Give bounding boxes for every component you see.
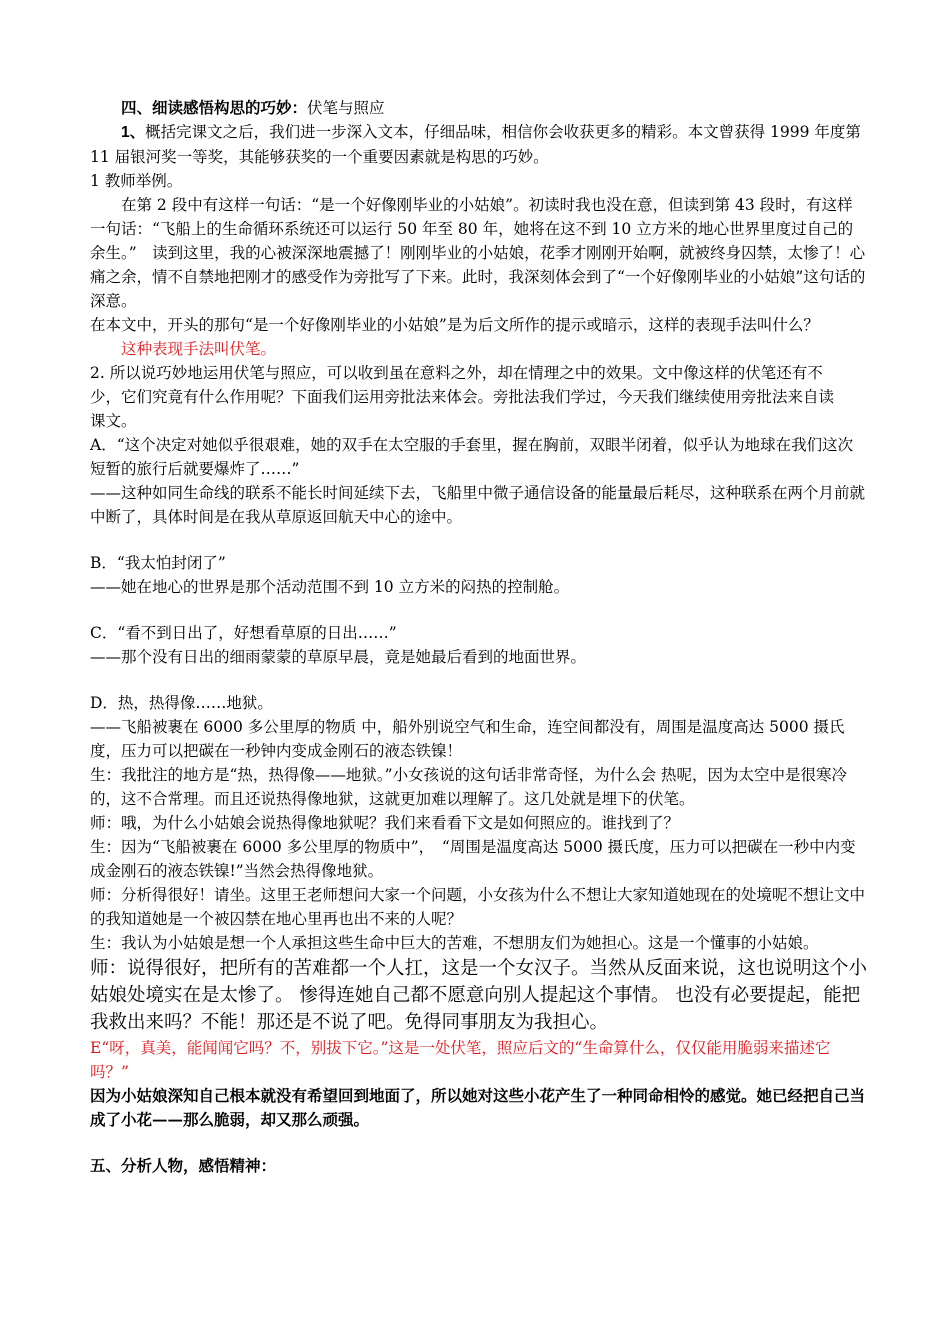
example-a-quote: A．“这个决定对她似乎很艰难，她的双手在太空服的手套里，握在胸前，双眼半闭着，似乎认为地球在我们这次短暂的旅行后就要爆炸了……”	[90, 436, 854, 478]
example-b-answer: ——她在地心的世界是那个活动范围不到 10 立方米的闷热的控制舱。	[90, 578, 570, 596]
section-4-heading	[90, 96, 868, 120]
section-5-heading: 五、分析人物，感悟精神：	[90, 1156, 277, 1175]
teacher-remark-2: 师：分析得很好！请坐。这里王老师想问大家一个问题，小女孩为什么不想让大家知道她现在的处境呢不想让文中的我知道她是一个被囚禁在地心里再也出不来的人呢？	[90, 886, 866, 928]
student-remark-2: 生：因为“飞船被裹在 6000 多公里厚的物质中”， “周围是温度高达 5000 摄氏度，压力可以把碳在一秒中内变成金刚石的液态铁镍!”当然会热得像地狱。	[90, 838, 856, 880]
foreshadow-answer: 这种表现手法叫伏笔。	[121, 340, 277, 358]
spacer	[90, 599, 868, 621]
teacher-example-story: 在第 2 段中有这样一句话：“是一个好像刚毕业的小姑娘”。初读时我也没在意，但读到第 43 段时，有这样一句话：“飞船上的生命循环系统还可以运行 50 年至 80 年，她将在这不到 10 立方米的地心世界里度过自己的余生。” 读到这里，我的心被深深地震撼了！刚刚毕业的小姑娘，花季才刚刚开始啊，就被终身囚禁，太惨了！心痛之余，情不自禁地把刚才的感受作为旁批写了下来。此时，我深刻体会到了“一个好像刚毕业的小姑娘”这句话的深意。	[90, 196, 866, 310]
paragraph-2: 2. 所以说巧妙地运用伏笔与照应，可以收到虽在意料之外，却在情理之中的效果。文中像这样的伏笔还有不少，它们究竟有什么作用呢？下面我们运用旁批法来体会。旁批法我们学过，今天我们继续使用旁批法来自读课文。	[90, 364, 835, 430]
document-page	[90, 96, 868, 1178]
example-e-explanation: 因为小姑娘深知自己根本就没有希望回到地面了，所以她对这些小花产生了一种同命相怜的感觉。她已经把自己当成了小花——那么脆弱，却又那么顽强。	[90, 1086, 866, 1129]
paragraph-1	[90, 120, 868, 169]
example-e-text: E“呀，真美，能闻闻它吗？不，别拔下它。”这是一处伏笔，照应后文的“生命算什么，仅仅能用脆弱来描述它吗？”	[90, 1039, 831, 1081]
foreshadow-question: 在本文中，开头的那句“是一个好像刚毕业的小姑娘”是为后文所作的提示或暗示，这样的表现手法叫什么？	[90, 316, 819, 334]
paragraph-1-number: 1、	[121, 124, 146, 141]
spacer	[90, 529, 868, 551]
student-remark-3: 生：我认为小姑娘是想一个人承担这些生命中巨大的苦难，不想朋友们为她担心。这是一个懂事的小姑娘。	[90, 934, 819, 952]
example-d-answer: ——飞船被裹在 6000 多公里厚的物质 中，船外别说空气和生命，连空间都没有，周围是温度高达 5000 摄氏度，压力可以把碳在一秒钟内变成金刚石的液态铁镍！	[90, 718, 845, 760]
teacher-example-label: 1 教师举例。	[90, 172, 183, 190]
example-c-quote: C．“看不到日出了，好想看草原的日出……”	[90, 624, 397, 642]
teacher-remark-3: 师：说得很好，把所有的苦难都一个人扛，这是一个女汉子。当然从反面来说，这也说明这个小姑娘处境实在是太惨了。 惨得连她自己都不愿意向别人提起这个事情。 也没有必要提起，能把我救出来吗？不能！那还是不说了吧。免得同事朋友为我担心。	[90, 958, 868, 1033]
example-c-answer: ——那个没有日出的细雨蒙蒙的草原早晨，竟是她最后看到的地面世界。	[90, 648, 587, 666]
example-d-quote: D．热，热得像……地狱。	[90, 694, 273, 712]
spacer	[90, 1132, 868, 1154]
section-4-heading-bold: 四、细读感悟构思的巧妙：	[121, 98, 308, 117]
example-a-answer: ——这种如同生命线的联系不能长时间延续下去，飞船里中微子通信设备的能量最后耗尽，这种联系在两个月前就中断了，具体时间是在我从草原返回航天中心的途中。	[90, 484, 866, 526]
student-remark-1: 生：我批注的地方是“热，热得像——地狱。”小女孩说的这句话非常奇怪，为什么会 热呢，因为太空中是很寒冷的，这不合常理。而且还说热得像地狱，这就更加难以理解了。这几处就是埋下的伏笔。	[90, 766, 848, 808]
teacher-remark-1: 师：哦，为什么小姑娘会说热得像地狱呢？我们来看看下文是如何照应的。谁找到了？	[90, 814, 680, 832]
section-4-heading-rest: 伏笔与照应	[307, 99, 385, 117]
spacer	[90, 669, 868, 691]
example-b-quote: B．“我太怕封闭了”	[90, 554, 226, 572]
paragraph-1-text: 概括完课文之后，我们进一步深入文本，仔细品味，相信你会收获更多的精彩。本文曾获得 1999 年度第 11 届银河奖一等奖，其能够获奖的一个重要因素就是构思的巧妙。	[90, 123, 861, 166]
